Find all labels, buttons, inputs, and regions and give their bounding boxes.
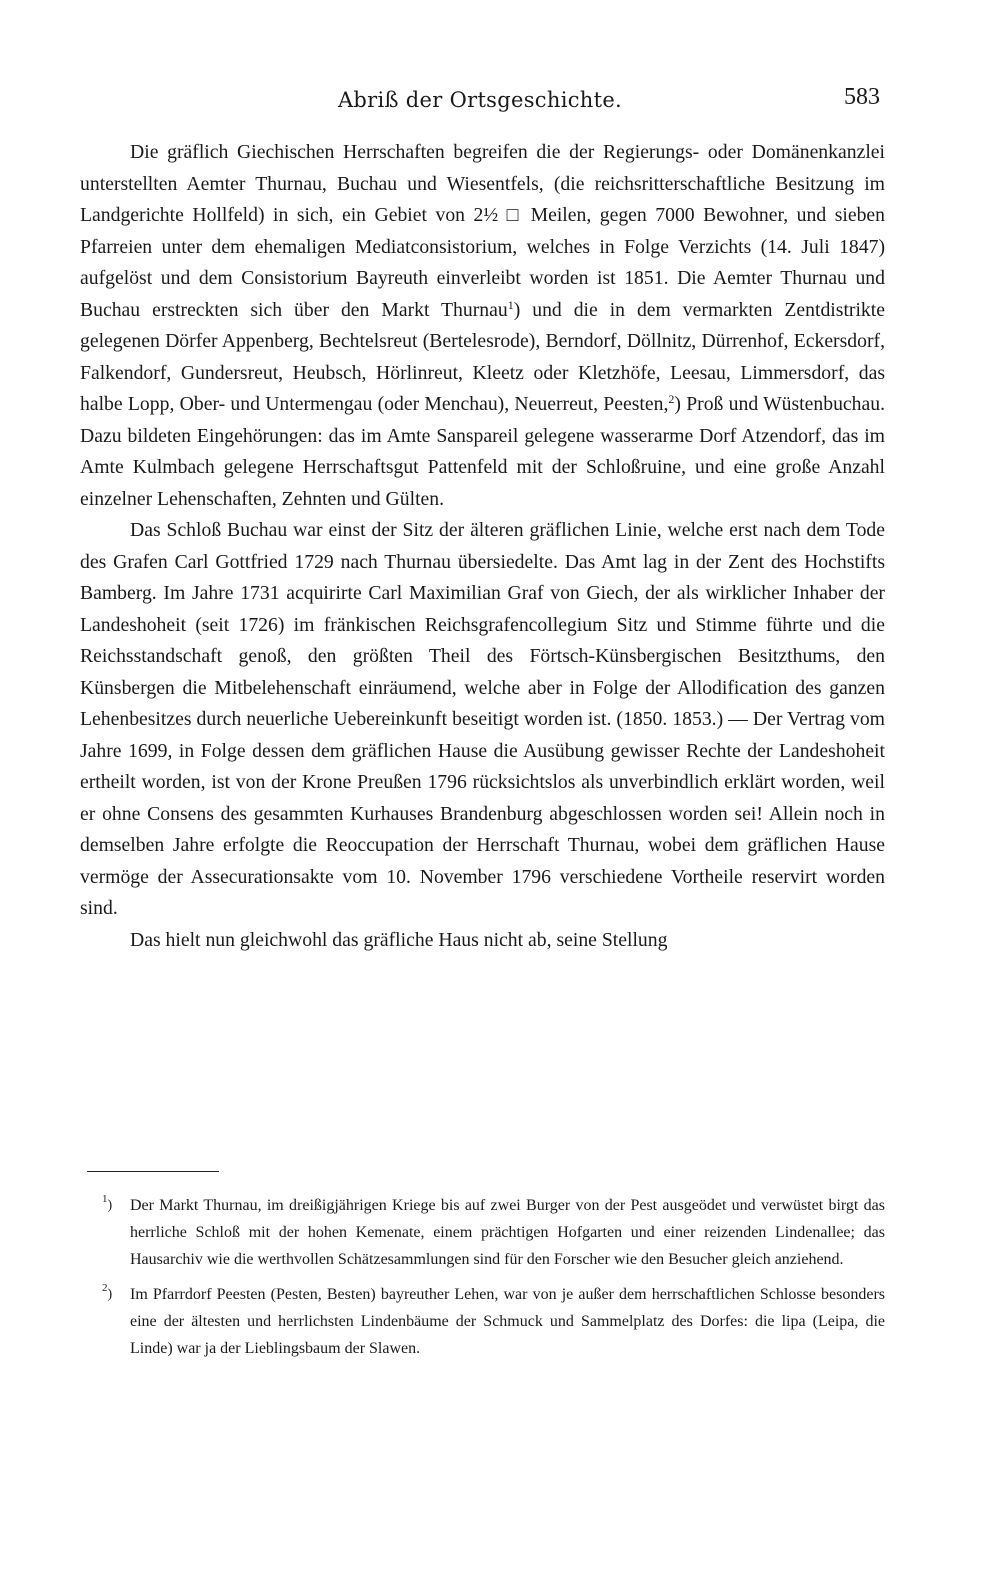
paragraph-text: Die gräflich Giechischen Herrschaften begreifen die der Regierungs- oder Domänenkanzlei unterstellten Aemter Thurnau, Buchau und Wiesentfels, (die reichsritterschaftliche Besitzung im Landgerichte Hollfeld) in sich, ein Gebiet von 2½ □ Meilen, gegen 7000 Bewohner, und sieben Pfarreien unter dem ehemaligen Mediatconsistorium, welches in Folge Verzichts (14. Juli 1847) aufgelöst und dem Consistorium Bayreuth einverleibt worden ist 1851. Die Aemter Thurnau und Buchau erstreckten sich über den Markt Thurnau: [80, 141, 885, 321]
running-title: Abriß der Ortsgeschichte.: [337, 88, 623, 112]
paragraph: Das hielt nun gleichwohl das gräfliche Haus nicht ab, seine Stellung: [130, 928, 668, 951]
footnote-ref: 2: [668, 392, 675, 406]
footnote-mark: $^1$): [102, 1193, 113, 1213]
footnotes: [80, 1192, 885, 1370]
footnote-ref: 1: [507, 297, 514, 312]
main-text: [80, 137, 885, 956]
paragraph: [80, 137, 885, 515]
paragraph: Das Schloß Buchau war einst der Sitz der älteren gräflichen Linie, welche erst nach dem Tode des Grafen Carl Gottfried 1729 nach Thurnau übersiedelte. Das Amt lag in der Zent des Hochstifts Bamberg. Im Jahre 1731 acquirirte Carl Maximilian Graf von Giech, der als wirklicher Inhaber der Landeshoheit (seit 1726) im fränkischen Reichsgrafencollegium Sitz und Stimme führte und die Reichsstandschaft genoß, den größten Theil des Förtsch-Künsbergischen Besitzthums, den Künsbergen die Mitbelehenschaft einräumend, welche aber in Folge der Allodification des ganzen Lehenbesitzes durch neuerliche Uebereinkunft beseitigt worden ist. (1850. 1853.) — Der Vertrag vom Jahre 1699, in Folge dessen dem gräflichen Hause die Ausübung gewisser Rechte der Landeshoheit ertheilt worden, ist von der Krone Preußen 1796 rücksichtslos als unverbindlich erklärt worden, weil er ohne Consens des gesammten Kurhauses Brandenburg abgeschlossen worden sei! Allein noch in demselben Jahre erfolgte die Reoccupation der Herrschaft Thurnau, wobei dem gräflichen Hause vermöge der Assecurationsakte vom 10. November 1796 verschiedene Vortheile reservirt worden sind.: [80, 519, 885, 919]
page-number: 583: [844, 84, 880, 110]
footnote-mark: $^2$): [102, 1282, 113, 1302]
footnote: [80, 1281, 885, 1362]
paragraph-text: ) Proß und Wüstenbuchau. Dazu bildeten Eingehörungen: das im Amte Sanspareil gelegene wasserarme Dorf Atzendorf, das im Amte Kulmbach gelegene Herrschaftsgut Pattenfeld mit der Schloßruine, und eine große Anzahl einzelner Lehenschaften, Zehnten und Gülten.: [80, 393, 886, 510]
footnote-text: Im Pfarrdorf Peesten (Pesten, Besten) bayreuther Lehen, war von je außer dem herrschaftlichen Schlosse besonders eine der ältesten und herrlichsten Lindenbäume der Schmuck und Sammelplatz des Dorfes: die lipa (Leipa, die Linde) war ja der Lieblingsbaum der Slawen.: [130, 1286, 885, 1357]
footnote-rule: [87, 1171, 219, 1172]
footnote-text: Der Markt Thurnau, im dreißigjährigen Kriege bis auf zwei Burger von der Pest ausgeödet und verwüstet birgt das herrliche Schloß mit der hohen Kemenate, einem prächtigen Hofgarten und einer reizenden Lindenallee; das Hausarchiv wie die werthvollen Schätzesammlungen sind für den Forscher wie den Besucher gleich anziehend.: [130, 1197, 885, 1268]
footnote: [80, 1192, 885, 1273]
page-header: [80, 84, 880, 118]
paragraph-text: ) und die in dem vermarkten Zentdistrikte gelegenen Dörfer Appenberg, Bechtelsreut (Bertelesrode), Berndorf, Döllnitz, Dürrenhof, Eckersdorf, Falkendorf, Gundersreut, Heubsch, Hörlinreut, Kleetz oder Kletzhöfe, Leesau, Limmersdorf, das halbe Lopp, Ober- und Untermengau (oder Menchau), Neuerreut, Peesten,: [80, 298, 885, 415]
